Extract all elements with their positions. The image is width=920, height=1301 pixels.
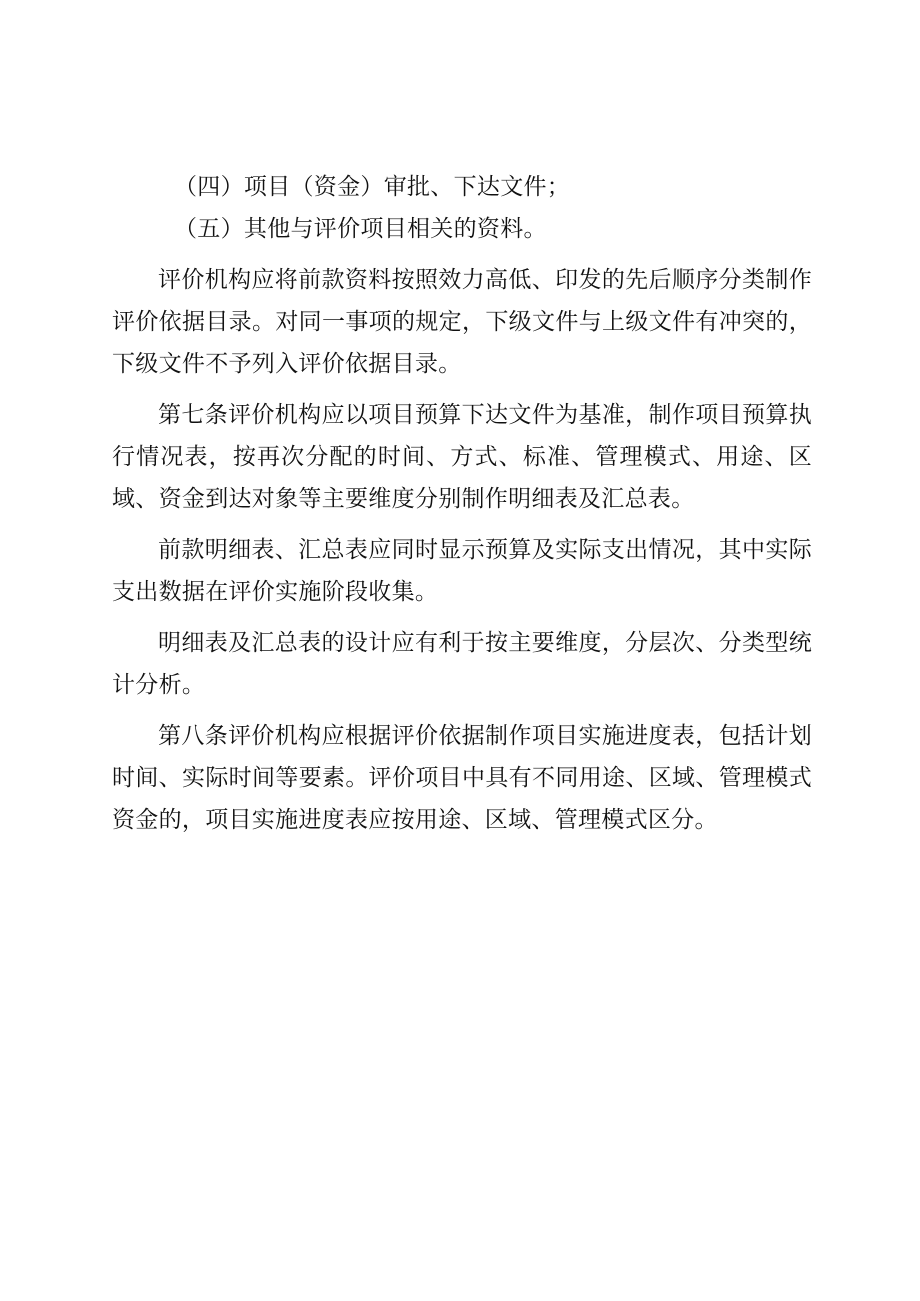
- paragraph-article-8: 第八条评价机构应根据评价依据制作项目实施进度表，包括计划时间、实际时间等要素。评价项目中具有不同用途、区域、管理模式资金的，项目实施进度表应按用途、区域、管理模式区分。: [112, 723, 812, 833]
- paragraph-article-7: 第七条评价机构应以项目预算下达文件为基准，制作项目预算执行情况表，按再次分配的时间、方式、标准、管理模式、用途、区域、资金到达对象等主要维度分别制作明细表及汇总表。: [112, 402, 812, 512]
- paragraph-item-5: （五）其他与评价项目相关的资料。: [174, 216, 547, 242]
- paragraph-item-4: （四）项目（资金）审批、下达文件；: [174, 174, 571, 200]
- paragraph-catalog: 评价机构应将前款资料按照效力高低、印发的先后顺序分类制作评价依据目录。对同一事项的规定，下级文件与上级文件有冲突的，下级文件不予列入评价依据目录。: [112, 267, 812, 377]
- paragraph-tables: 前款明细表、汇总表应同时显示预算及实际支出情况，其中实际支出数据在评价实施阶段收集。: [112, 537, 812, 605]
- paragraph-design: 明细表及汇总表的设计应有利于按主要维度，分层次、分类型统计分析。: [112, 630, 812, 698]
- document-page: [112, 166, 812, 850]
